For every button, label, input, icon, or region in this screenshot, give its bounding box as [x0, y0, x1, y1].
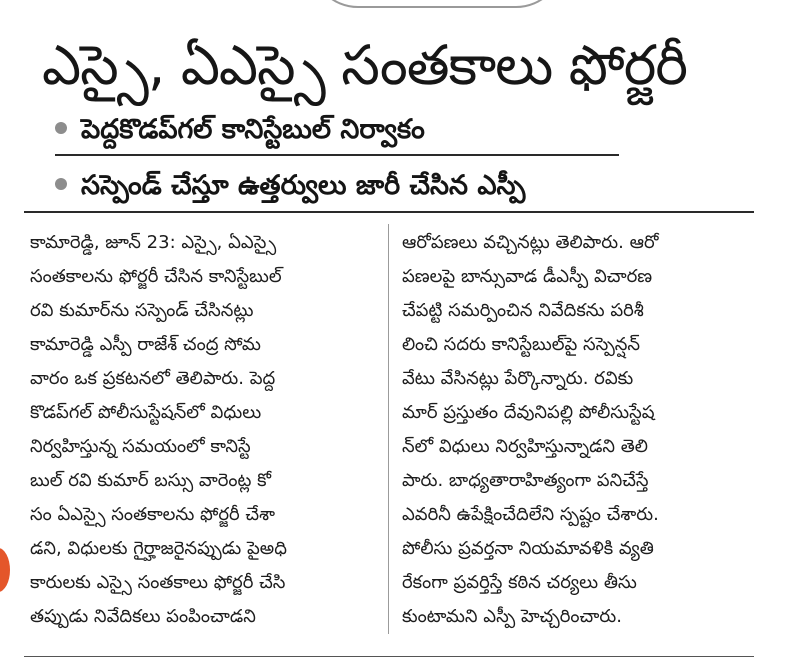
column-divider	[388, 224, 389, 634]
body-line: రేకంగా ప్రవర్తిస్తే కఠిన చర్యలు తీసు	[402, 572, 637, 593]
body-line: డని, విధులకు గైర్హాజరైనప్పుడు పైఅధి	[30, 538, 287, 559]
body-line: నిర్వహిస్తున్న సమయంలో కానిస్టే	[30, 436, 251, 457]
bullet-icon	[55, 178, 67, 190]
article-column-left	[30, 226, 364, 634]
body-line: రవి కుమార్‌ను సస్పెండ్ చేసినట్లు	[30, 300, 254, 321]
body-line: కామారెడ్డి, జూన్ 23: ఎస్సై, ఏఎస్సై	[30, 232, 277, 253]
body-line: పారు. బాధ్యతారాహిత్యంగా పనిచేస్తే	[402, 470, 649, 491]
body-line: మార్ ప్రస్తుతం దేవునిపల్లి పోలీసుస్టేష	[402, 402, 655, 423]
body-line: లించి సదరు కానిస్టేబుల్‌పై సస్పెన్షన్	[402, 334, 641, 355]
body-line: చేపట్టి సమర్పించిన నివేదికను పరిశీ	[402, 300, 644, 321]
body-line: న్‌లో విధులు నిర్వహిస్తున్నాడని తెలి	[402, 436, 648, 457]
bullet-icon	[55, 122, 67, 134]
body-line: పణలపై బాన్సువాడ డీఎస్పీ విచారణ	[402, 266, 653, 287]
headline: ఎస్సై, ఏఎస్సై సంతకాలు ఫోర్జరీ	[42, 33, 687, 97]
body-line: కామారెడ్డి ఎస్పీ రాజేశ్ చంద్ర సోమ	[30, 334, 261, 355]
body-line: కారులకు ఎస్సై సంతకాలు ఫోర్జరీ చేసి	[30, 572, 286, 593]
body-line: వారం ఒక ప్రకటనలో తెలిపారు. పెద్ద	[30, 368, 276, 389]
subheadline-rule-2	[24, 211, 754, 213]
subheadline-1	[55, 110, 615, 150]
subheadline-2-text: సస్పెండ్ చేస్తూ ఉత్తర్వులు జారీ చేసిన ఎస్పీ	[81, 170, 526, 201]
body-line: కొడప్‌గల్ పోలీసుస్టేషన్‌లో విధులు	[30, 402, 262, 423]
subheadline-1-text: పెద్దకొడప్‌గల్ కానిస్టేబుల్ నిర్వాకం	[81, 114, 425, 145]
body-line: బుల్ రవి కుమార్ బస్సు వారెంట్ల కో	[30, 470, 272, 491]
body-line: వేటు వేసినట్లు పేర్కొన్నారు. రవికు	[402, 368, 634, 389]
body-line: ఎవరినీ ఉపేక్షించేదిలేని స్పష్టం చేశారు.	[402, 504, 659, 525]
body-line: ఆరోపణలు వచ్చినట్లు తెలిపారు. ఆరో	[402, 232, 659, 253]
article-column-right	[402, 226, 736, 634]
edge-color-mark	[0, 548, 10, 592]
body-line: సం ఏఎస్సై సంతకాలను ఫోర్జరీ చేశా	[30, 504, 275, 525]
body-line: కుంటామని ఎస్పీ హెచ్చరించారు.	[402, 606, 623, 627]
body-line: తప్పుడు నివేదికలు పంపించాడని	[30, 606, 256, 627]
subheadline-rule-1	[55, 154, 619, 156]
subheadline-2	[55, 166, 615, 206]
top-decorative-arc	[310, 0, 564, 8]
body-line: పోలీసు ప్రవర్తనా నియమావళికి వ్యతి	[402, 538, 654, 559]
body-line: సంతకాలను ఫోర్జరీ చేసిన కానిస్టేబుల్	[30, 266, 282, 287]
bottom-rule	[24, 656, 754, 657]
